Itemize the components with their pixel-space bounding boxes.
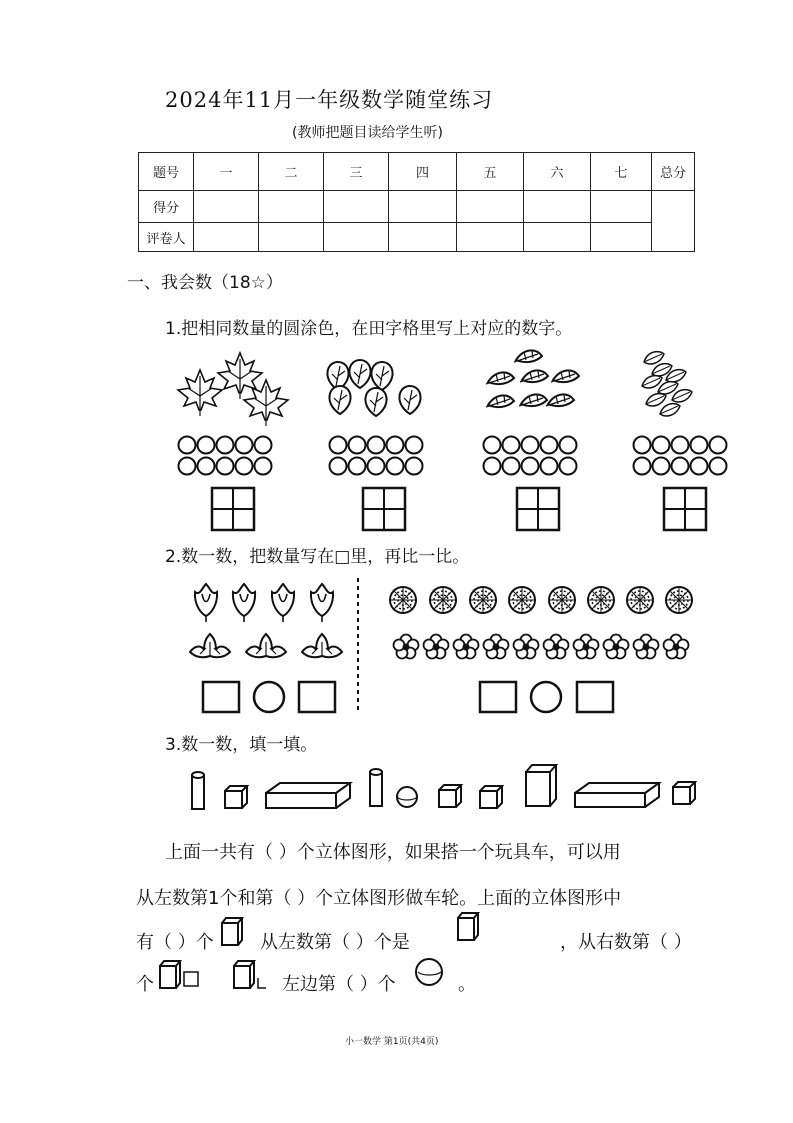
page-subtitle: (教师把题目读给学生听) — [292, 125, 443, 141]
paragraph-line-2: 从左数第1个和第（ ）个立体图形做车轮。上面的立体图形中 — [136, 888, 622, 909]
paragraph-line-3c: ，从右数第（ ） — [560, 932, 692, 953]
page-footer: 小一数学 第1页(共4页) — [345, 1037, 439, 1047]
col-5: 五 — [457, 153, 524, 191]
question-1: 1.把相同数量的圆涂色，在田字格里写上对应的数字。 — [165, 319, 573, 339]
cuboid-icon — [222, 918, 242, 945]
paragraph-line-4b: 左边第（ ）个 — [282, 974, 396, 995]
question-3: 3.数一数，填一填。 — [165, 735, 318, 755]
paragraph-line-3a: 有（ ）个 — [136, 932, 214, 953]
sphere-icon — [416, 959, 442, 985]
paragraph-line-1: 上面一共有（ ）个立体图形，如果搭一个玩具车，可以用 — [165, 842, 621, 863]
col-total: 总分 — [652, 153, 695, 191]
paragraph-line-4a: 个 — [136, 974, 154, 995]
col-4: 四 — [389, 153, 457, 191]
paragraph-line-4c: 。 — [458, 974, 476, 995]
page-title: 2024年11月一年级数学随堂练习 — [165, 88, 494, 112]
section-heading: 一、我会数（18☆） — [127, 273, 283, 293]
row-label-number: 题号 — [139, 153, 194, 191]
col-3: 三 — [324, 153, 389, 191]
cuboid-icon — [160, 961, 180, 988]
paragraph-line-3b: 从左数第（ ）个是 — [260, 932, 410, 953]
row-label-grader: 评卷人 — [139, 223, 194, 252]
question-2: 2.数一数，把数量写在□里，再比一比。 — [165, 547, 470, 567]
cube-icon — [184, 972, 198, 986]
col-2: 二 — [259, 153, 324, 191]
col-6: 六 — [524, 153, 591, 191]
cube-icon — [258, 978, 266, 988]
col-7: 七 — [591, 153, 652, 191]
col-1: 一 — [194, 153, 259, 191]
cuboid-icon — [234, 961, 254, 988]
cuboid-icon — [458, 913, 478, 940]
row-label-score: 得分 — [139, 191, 194, 223]
